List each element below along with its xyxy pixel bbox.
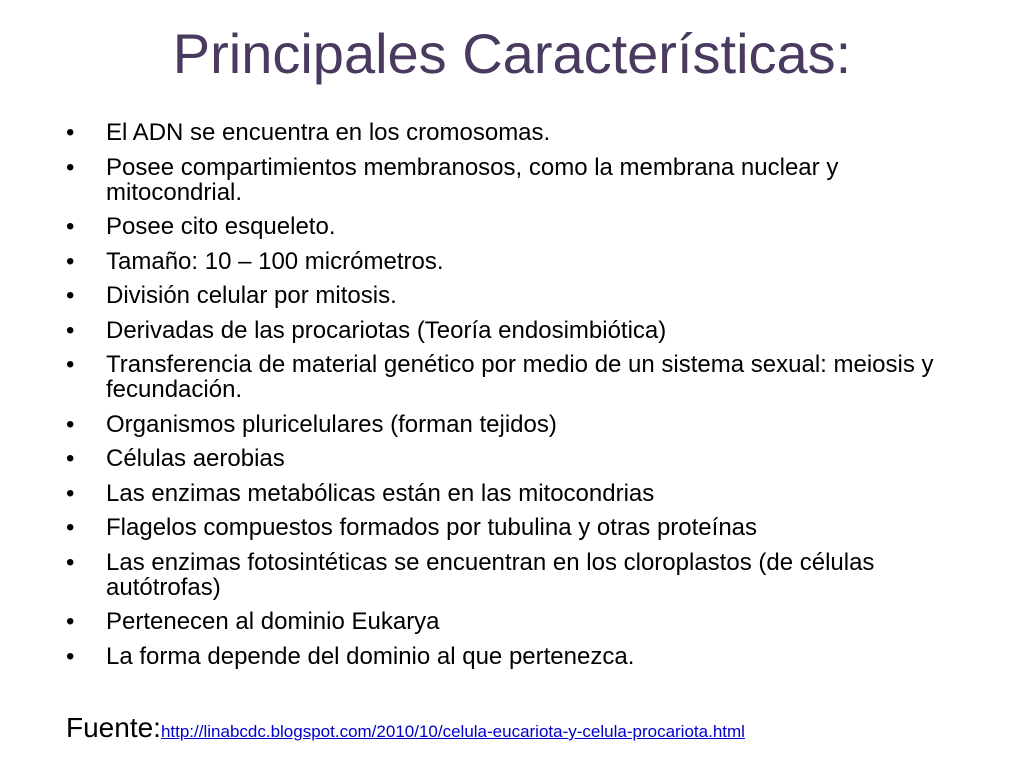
bullet-item	[66, 155, 966, 205]
bullet-text: Pertenecen al dominio Eukarya	[106, 608, 440, 635]
bullet-text: Células aerobias	[106, 445, 285, 472]
bullet-icon: •	[66, 119, 75, 146]
bullet-text: Organismos pluricelulares (forman tejidos)	[106, 410, 557, 438]
bullet-text: Las enzimas fotosintéticas se encuentran en los cloroplastos (de células autótrofas)	[106, 548, 875, 601]
bullet-item	[66, 481, 966, 506]
bullet-icon: •	[66, 213, 75, 240]
bullet-text: Transferencia de material genético por medio de un sistema sexual: meiosis y fecundación.	[106, 351, 934, 403]
bullet-text: El ADN se encuentra en los cromosomas.	[106, 119, 551, 146]
bullet-icon: •	[66, 153, 75, 181]
source-link[interactable]: http://linabcdc.blogspot.com/2010/10/celula-eucariota-y-celula-procariota.html	[160, 722, 745, 741]
bullet-item	[66, 644, 966, 669]
bullet-text: La forma depende del dominio al que pertenezca.	[106, 642, 635, 670]
bullet-icon: •	[66, 642, 75, 670]
bullet-list	[66, 120, 966, 678]
bullet-icon: •	[66, 514, 75, 541]
bullet-text: Tamaño: 10 – 100 micrómetros.	[106, 247, 444, 275]
bullet-item	[66, 609, 966, 634]
bullet-item	[66, 550, 966, 600]
bullet-icon: •	[66, 316, 75, 344]
bullet-text: Las enzimas metabólicas están en las mitocondrias	[106, 479, 655, 507]
bullet-icon: •	[66, 410, 75, 438]
bullet-text: Derivadas de las procariotas (Teoría endosimbiótica)	[106, 316, 667, 344]
bullet-text: Flagelos compuestos formados por tubulina y otras proteínas	[106, 514, 758, 541]
bullet-icon: •	[66, 608, 75, 635]
bullet-item	[66, 318, 966, 343]
bullet-icon: •	[66, 479, 75, 507]
bullet-item	[66, 283, 966, 308]
bullet-text: Posee cito esqueleto.	[106, 213, 336, 240]
bullet-icon: •	[66, 445, 75, 472]
bullet-item	[66, 352, 966, 402]
bullet-text: División celular por mitosis.	[106, 282, 397, 309]
bullet-item	[66, 515, 966, 540]
source-label: Fuente:	[66, 712, 161, 743]
bullet-item	[66, 214, 966, 239]
source-line	[66, 712, 745, 748]
bullet-item	[66, 446, 966, 471]
bullet-text: Posee compartimientos membranosos, como la membrana nuclear y mitocondrial.	[106, 153, 839, 206]
bullet-item	[66, 249, 966, 274]
bullet-icon: •	[66, 247, 75, 275]
bullet-icon: •	[66, 548, 75, 576]
slide-title: Principales Características:	[172, 22, 852, 85]
bullet-icon: •	[66, 282, 75, 309]
bullet-item	[66, 120, 966, 145]
bullet-icon: •	[66, 351, 75, 378]
bullet-item	[66, 412, 966, 437]
